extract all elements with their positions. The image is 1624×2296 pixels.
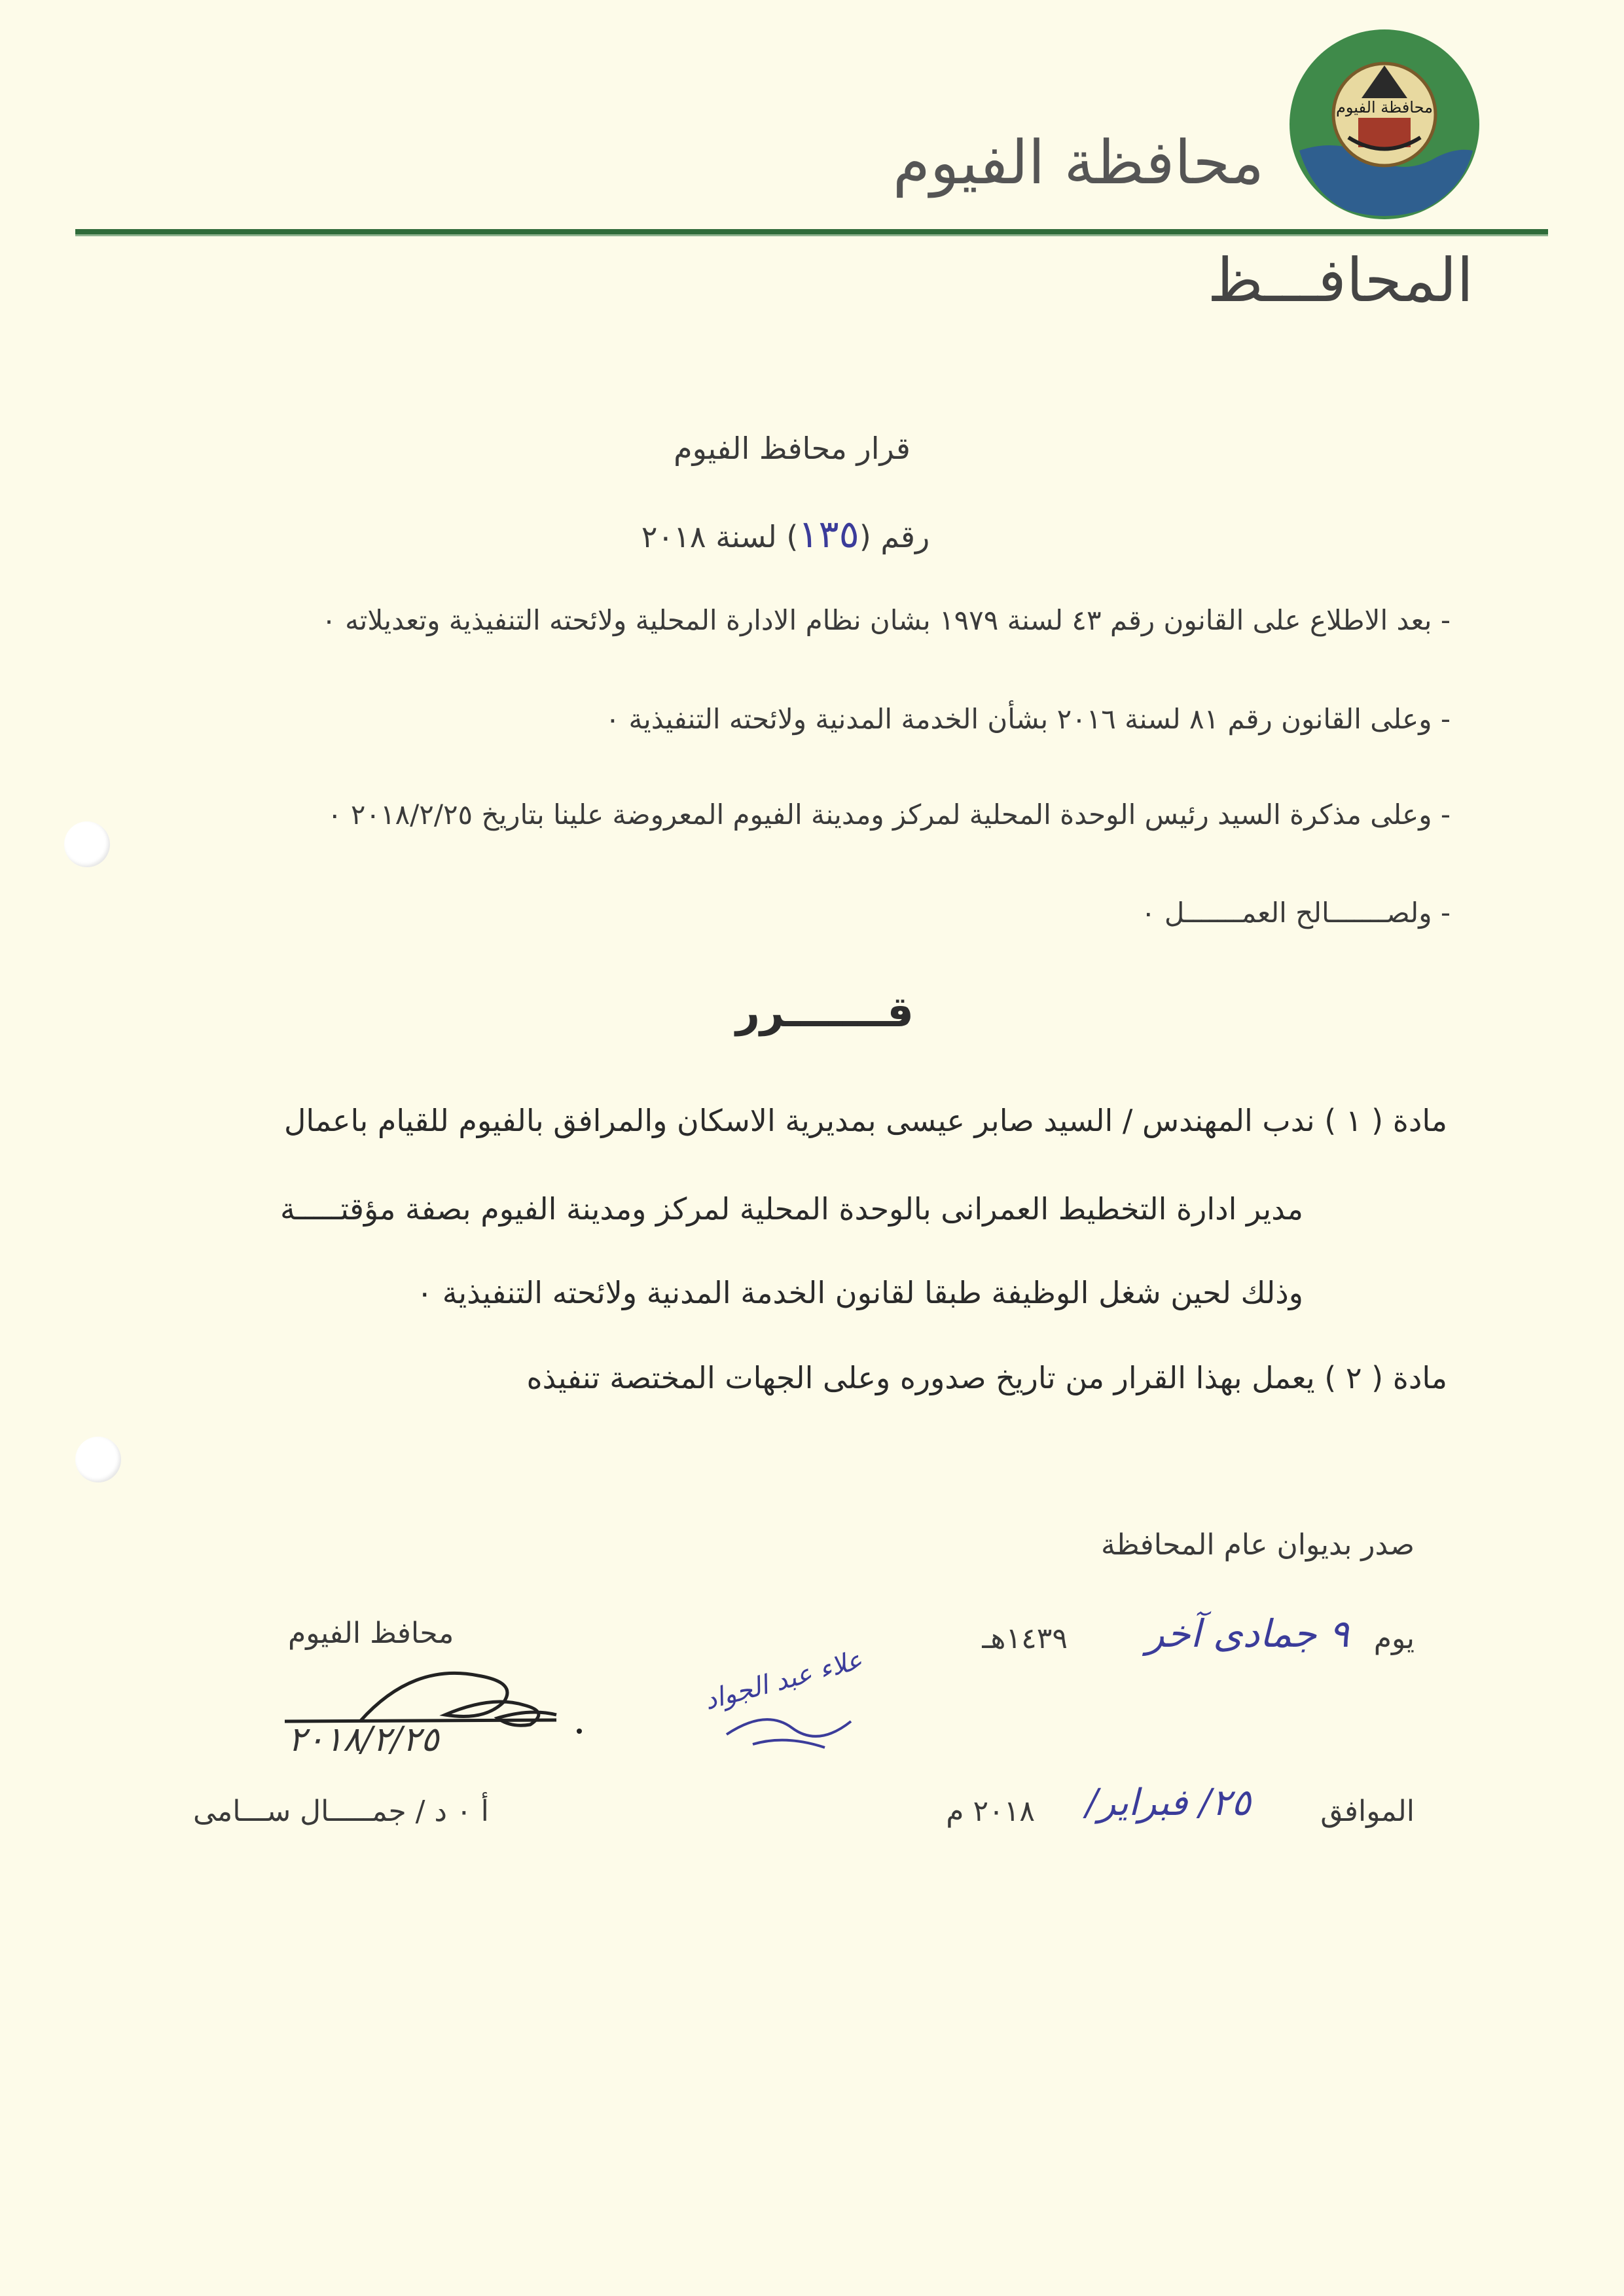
decree-number-suffix: ) لسنة ٢٠١٨ [641,519,799,554]
decree-number [563,512,1008,556]
preamble-line: - ولصـــــــالح العمـــــــل ٠ [1140,897,1451,929]
issuance-gregorian-year: ٢٠١٨ م [946,1795,1035,1828]
issuance-gregorian-handwritten: ٢٥/ فبراير/ [1085,1782,1251,1824]
signature-scribble-icon [687,1649,884,1767]
preamble-line: - وعلى مذكرة السيد رئيس الوحدة المحلية لمركز ومدينة الفيوم المعروضة علينا بتاريخ ٢٠١٨/٢/٢٥ ٠ [327,798,1451,831]
article-1-line: وذلك لحين شغل الوظيفة طبقا لقانون الخدمة المدنية ولائحته التنفيذية ٠ [416,1275,1303,1310]
article-1-line: مدير ادارة التخطيط العمرانى بالوحدة المحلية لمركز ومدينة الفيوم بصفة مؤقتـــــة [280,1191,1303,1227]
decided-heading: قـــــــرر [736,988,914,1037]
logo-text: محافظة الفيوم [1336,98,1433,117]
logo-emblem-icon [1286,26,1483,223]
decree-title: قرار محافظ الفيوم [674,431,911,466]
decree-number-prefix: رقم ( [859,519,930,554]
issuance-title: صدر بديوان عام المحافظة [1100,1528,1415,1562]
header-divider [75,229,1548,236]
issuance-hijri-year: ١٤٣٩هـ [982,1622,1068,1655]
article-2: مادة ( ٢ ) يعمل بهذا القرار من تاريخ صدوره وعلى الجهات المختصة تنفيذه [526,1360,1447,1395]
governor-signature-date: ٢٠١٨/٢/٢٥ [288,1720,439,1759]
article-1-line: مادة ( ١ ) ندب المهندس / السيد صابر عيسى بمديرية الاسكان والمرافق بالفيوم للقيام باعمال [283,1103,1447,1138]
reviewer-signature [687,1649,884,1767]
issuance-hijri-handwritten: ٩ جمادى آخر [1146,1611,1349,1656]
issuance-day-label: يوم [1373,1622,1415,1655]
governor-name: أ ٠ د / جمـــــال ســـامى [193,1795,489,1828]
governor-signature-title: محافظ الفيوم [288,1617,454,1650]
punch-hole [75,1437,121,1482]
governorate-name: محافظة الفيوم [892,128,1264,198]
reviewer-signature-text: علاء عبد الجواد [701,1649,866,1716]
issuance-corresponding-label: الموافق [1320,1795,1415,1828]
office-title: المحافـــظ [1207,245,1473,315]
decree-number-handwritten: ١٣٥ [798,512,859,556]
preamble-line: - بعد الاطلاع على القانون رقم ٤٣ لسنة ١٩٧٩ بشان نظام الادارة المحلية ولائحته التنفيذية وتعديلاته ٠ [321,604,1451,636]
punch-hole [64,821,110,867]
governorate-logo [1286,26,1483,223]
preamble-line: - وعلى القانون رقم ٨١ لسنة ٢٠١٦ بشأن الخدمة المدنية ولائحته التنفيذية ٠ [605,703,1451,735]
